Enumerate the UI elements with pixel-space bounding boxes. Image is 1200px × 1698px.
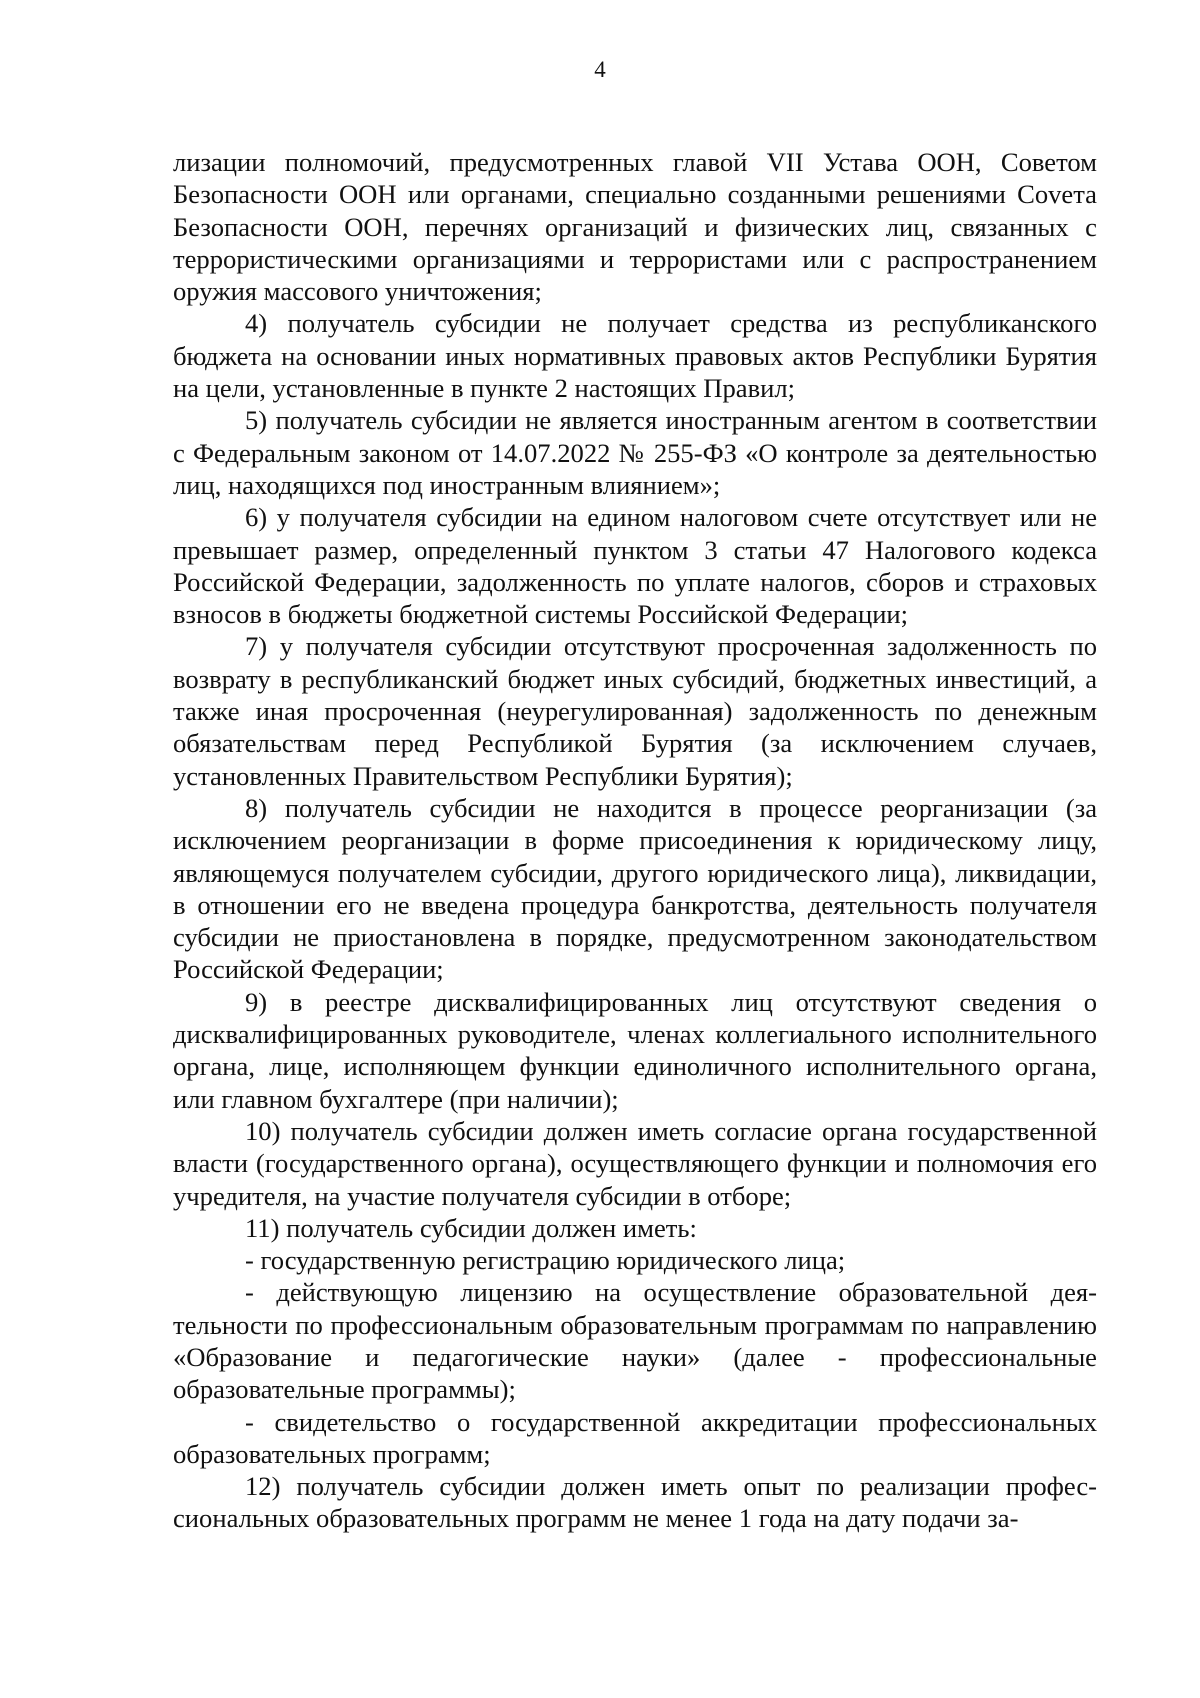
paragraph-continuation: лизации полномочий, предусмотренных главой VII Устава ООН, Советом Безопасности ООН или органами, специально созданными решениями Соvета Безопасности ООН, перечнях организаций и физических лиц, связанных с террористическими организациями и террористами или с распространением оружия массового уничтожения; bbox=[173, 147, 1097, 307]
document-body bbox=[173, 146, 1097, 1535]
paragraph-item-8: 8) получатель субсидии не находится в процессе реорганизации (за исключением реорганизации в форме присоединения к юридическому лицу, являющемуся получателем субсидии, другого юридического лица), ликвидации, в отношении его не введена процедура банкротства, деятельность получателя субсидии не приостановлена в порядке, предусмотренном законодательством Российской Федерации; bbox=[173, 792, 1097, 985]
paragraph-item-7: 7) у получателя субсидии отсутствуют просроченная задолженность по возврату в республиканский бюджет иных субсидий, бюджетных инвестиций, а также иная просроченная (неурегулированная) задолженность по денежным обязательствам перед Республикой Бурятия (за исключением случаев, установленных Правительством Республики Бурятия); bbox=[173, 631, 1097, 791]
paragraph-item-5: 5) получатель субсидии не является иностранным агентом в соответствии с Федеральным законом от 14.07.2022 № 255-ФЗ «О контроле за деятельностью лиц, находящихся под иностранным влиянием»; bbox=[173, 405, 1097, 500]
paragraph-subitem-registration: - государственную регистрацию юридического лица; bbox=[245, 1245, 846, 1276]
paragraph-item-6: 6) у получателя субсидии на едином налоговом счете отсутствует или не превышает размер, определенный пунктом 3 статьи 47 Налогового кодекса Российской Федерации, задолженность по уплате налогов, сборов и страховых взносов в бюджеты бюджетной системы Российской Федерации; bbox=[173, 502, 1097, 630]
paragraph-subitem-accreditation: - свидетельство о государственной аккредитации профессиональных образовательных программ; bbox=[173, 1406, 1097, 1469]
paragraph-item-9: 9) в реестре дисквалифицированных лиц отсутствуют сведения о дисквалифицированных руководителе, членах коллегиального исполнительного органа, лице, исполняющем функции единоличного исполнительного органа, или главном бухгалтере (при наличии); bbox=[173, 986, 1097, 1114]
paragraph-item-4: 4) получатель субсидии не получает средства из республиканского бюджета на основании иных нормативных правовых актов Республики Бурятия на цели, установленные в пункте 2 настоящих Правил; bbox=[173, 308, 1097, 404]
paragraph-item-12: 12) получатель субсидии должен иметь опыт по реализации профессиональных образовательных программ не менее 1 года на дату подачи за- bbox=[173, 1471, 1097, 1534]
paragraph-subitem-license: - действующую лицензию на осуществление образовательной деятельности по профессиональным образовательным программам по направлению «Образование и педагогические науки» (далее - профессиональные образовательные программы); bbox=[173, 1277, 1097, 1405]
page-number: 4 bbox=[594, 57, 606, 82]
paragraph-item-10: 10) получатель субсидии должен иметь согласие органа государственной власти (государственного органа), осуществляющего функции и полномочия его учредителя, на участие получателя субсидии в отборе; bbox=[173, 1115, 1097, 1211]
paragraph-item-11: 11) получатель субсидии должен иметь: bbox=[245, 1212, 697, 1243]
